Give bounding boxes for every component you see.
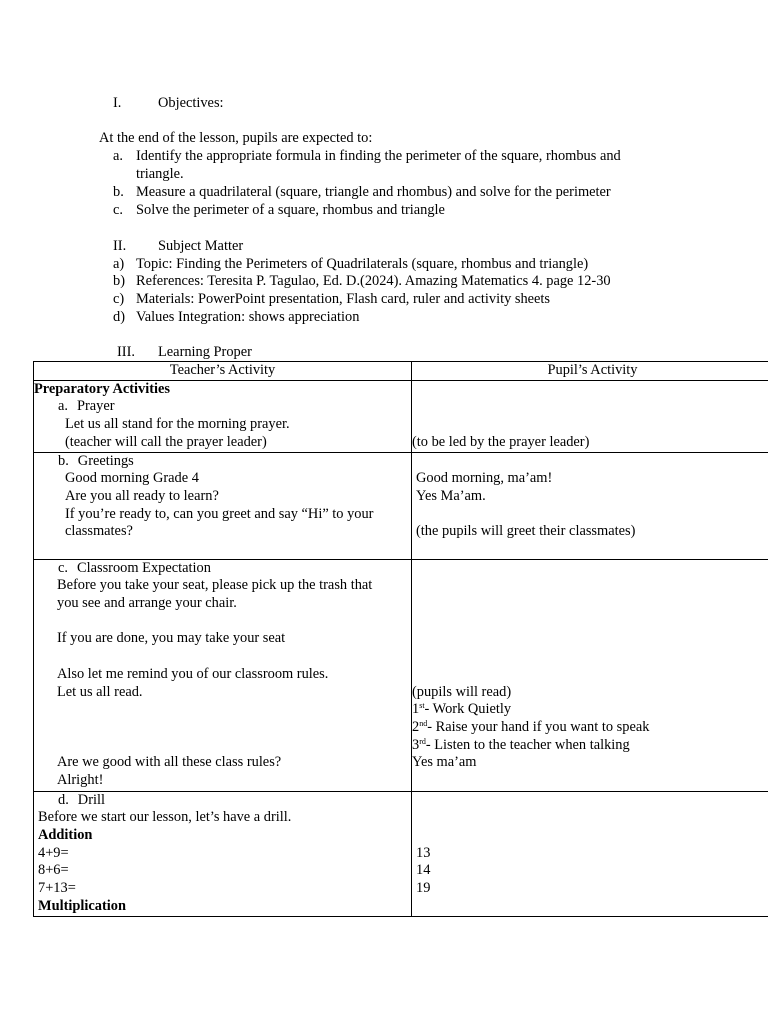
greetings-teacher-line-1: Good morning Grade 4: [65, 470, 199, 487]
greetings-label: b.: [58, 452, 69, 469]
pupil-activity-header: Pupil’s Activity: [412, 362, 768, 381]
subject-references: References: Teresita P. Tagulao, Ed. D.(2024). Amazing Matematics 4. page 12-30: [136, 273, 611, 289]
greetings-pupil-line-2: Yes Ma’am.: [416, 488, 486, 505]
learning-proper-table: [33, 361, 768, 917]
expectation-pupil-line-2: Yes ma’am: [412, 754, 477, 771]
subject-values: Values Integration: shows appreciation: [136, 309, 360, 325]
class-rule-3: 3rd- Listen to the teacher when talking: [412, 736, 630, 753]
objectives-heading: Objectives:: [158, 95, 224, 111]
prayer-title: Prayer: [77, 398, 115, 415]
expectation-teacher-line-7: Alright!: [57, 771, 104, 788]
objective-item-c: Solve the perimeter of a square, rhombus and triangle: [136, 202, 445, 218]
objective-label-b: b.: [113, 184, 124, 200]
expectation-title: Classroom Expectation: [77, 559, 211, 576]
drill-title: Drill: [77, 791, 105, 808]
preparatory-activities-title: Preparatory Activities: [34, 380, 171, 397]
drill-multiplication-heading: Multiplication: [38, 897, 126, 914]
expectation-teacher-line-1: Before you take your seat, please pick up the trash that: [57, 577, 373, 594]
expectation-teacher-line-4: Also let me remind you of our classroom rules.: [57, 665, 329, 682]
table-row-expectation: [34, 559, 768, 791]
class-rule-1: 1st- Work Quietly: [412, 701, 512, 718]
drill-question-3: 7+13=: [38, 880, 76, 897]
drill-answer-1: 13: [416, 844, 431, 861]
learning-heading: Learning Proper: [158, 344, 252, 360]
greetings-pupil-line-3: (the pupils will greet their classmates): [416, 523, 636, 540]
greetings-teacher-line-2: Are you all ready to learn?: [65, 488, 219, 505]
learning-numeral: III.: [117, 344, 135, 360]
drill-question-2: 8+6=: [38, 862, 69, 879]
expectation-teacher-line-6: Are we good with all these class rules?: [57, 754, 282, 771]
expectation-label: c.: [58, 559, 68, 576]
objective-label-c: c.: [113, 202, 123, 218]
subject-label-a: a): [113, 256, 125, 272]
subject-topic: Topic: Finding the Perimeters of Quadrilaterals (square, rhombus and triangle): [136, 256, 589, 272]
drill-addition-heading: Addition: [38, 827, 93, 844]
class-rule-2: 2nd- Raise your hand if you want to speak: [412, 718, 650, 735]
drill-question-1: 4+9=: [38, 844, 69, 861]
greetings-pupil-line-1: Good morning, ma’am!: [416, 470, 553, 487]
expectation-teacher-line-2: you see and arrange your chair.: [57, 595, 237, 612]
drill-answer-3: 19: [416, 880, 431, 897]
greetings-teacher-line-4: classmates?: [65, 523, 133, 540]
subject-materials: Materials: PowerPoint presentation, Flash card, ruler and activity sheets: [136, 291, 551, 307]
subject-label-b: b): [113, 273, 125, 289]
objective-label-a: a.: [113, 148, 123, 164]
drill-answer-2: 14: [416, 862, 431, 879]
subject-label-d: d): [113, 309, 125, 325]
objective-item-a: Identify the appropriate formula in finding the perimeter of the square, rhombus and: [136, 148, 621, 164]
table-row-prayer: [34, 380, 768, 452]
objectives-intro: At the end of the lesson, pupils are expected to:: [99, 130, 373, 146]
objectives-numeral: I.: [113, 95, 122, 111]
greetings-teacher-line-3: If you’re ready to, can you greet and say “Hi” to your: [65, 505, 374, 522]
expectation-pupil-line-1: (pupils will read): [412, 683, 512, 700]
table-header-row: [34, 362, 768, 381]
expectation-teacher-line-5: Let us all read.: [57, 683, 143, 700]
teacher-activity-header: Teacher’s Activity: [34, 362, 412, 381]
drill-label: d.: [58, 791, 69, 808]
objective-item-a-cont: triangle.: [136, 166, 184, 182]
objective-item-b: Measure a quadrilateral (square, triangle and rhombus) and solve for the perimeter: [136, 184, 611, 200]
table-row-drill: [34, 791, 768, 916]
greetings-title: Greetings: [77, 452, 134, 469]
subject-label-c: c): [113, 291, 125, 307]
drill-intro: Before we start our lesson, let’s have a drill.: [38, 809, 292, 826]
subject-heading: Subject Matter: [158, 238, 244, 254]
prayer-label: a.: [58, 398, 68, 415]
expectation-teacher-line-3: If you are done, you may take your seat: [57, 630, 286, 647]
subject-numeral: II.: [113, 238, 127, 254]
prayer-pupil-line-1: (to be led by the prayer leader): [412, 433, 590, 450]
prayer-teacher-line-2: (teacher will call the prayer leader): [65, 433, 267, 450]
prayer-teacher-line-1: Let us all stand for the morning prayer.: [65, 416, 290, 433]
table-row-greetings: [34, 452, 768, 559]
